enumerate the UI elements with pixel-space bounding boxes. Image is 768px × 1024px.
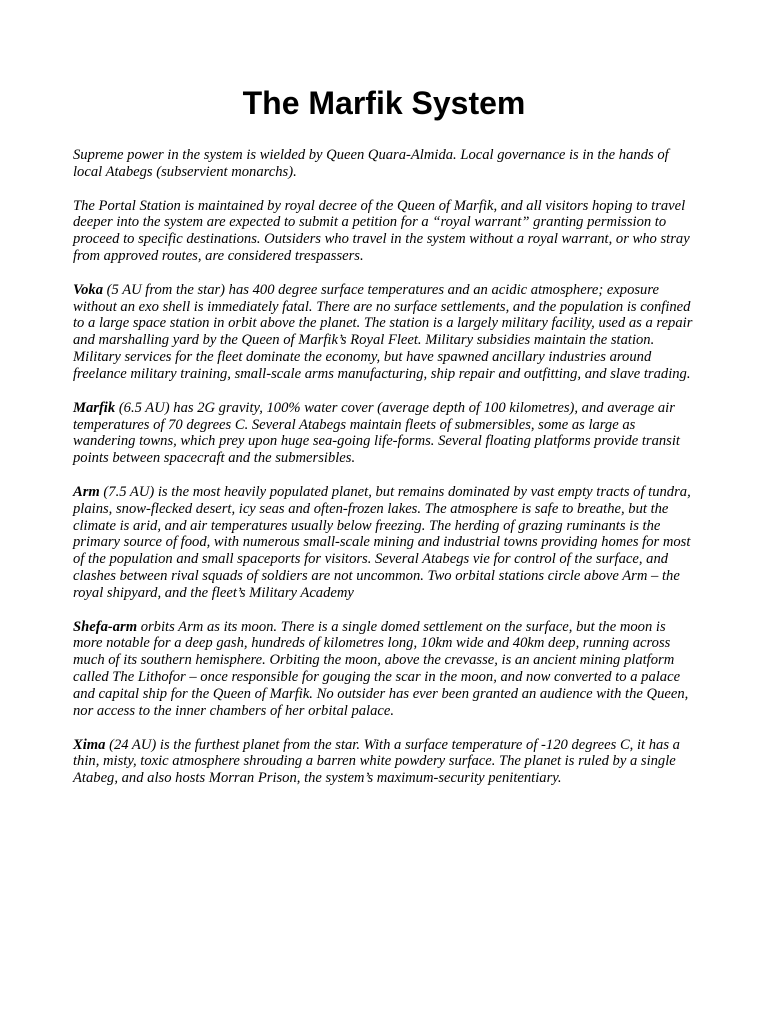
planet-description-xima: (24 AU) is the furthest planet from the star. With a surface temperature of -120 degrees C, it has a thin, misty, toxic atmosphere shrouding a barren white powdery surface. The planet is ruled by a single Atabeg, and also hosts Morran Prison, the system’s maximum-security penitentiary.: [73, 736, 680, 787]
planet-description-marfik: (6.5 AU) has 2G gravity, 100% water cover (average depth of 100 kilometres), and average air temperatures of 70 degrees C. Several Atabegs maintain fleets of submersibles, some as large as wandering towns, which prey upon huge sea-going life-forms. Several floating platforms provide transit points between spacecraft and the submersibles.: [73, 399, 680, 467]
paragraph-voka: [73, 282, 697, 383]
paragraph-shefa-arm: [73, 619, 697, 720]
document-body: [73, 147, 697, 787]
planet-name-xima: Xima: [73, 736, 106, 753]
planet-name-voka: Voka: [73, 281, 104, 298]
page-title: The Marfik System: [242, 85, 526, 121]
planet-description-voka: (5 AU from the star) has 400 degree surface temperatures and an acidic atmosphere; exposure without an exo shell is immediately fatal. There are no surface settlements, and the population is confined to a large space station in orbit above the planet. The station is a largely military facility, used as a repair and marshalling yard by the Queen of Marfik’s Royal Fleet. Military subsidies maintain the station. Military services for the fleet dominate the economy, but have spawned ancillary industries around freelance military training, small-scale arms manufacturing, ship repair and outfitting, and slave trading.: [73, 281, 693, 382]
planet-name-marfik: Marfik: [73, 399, 116, 416]
planet-description-arm: (7.5 AU) is the most heavily populated planet, but remains dominated by vast empty tracts of tundra, plains, snow-flecked desert, icy seas and often-frozen lakes. The atmosphere is safe to breathe, but the climate is arid, and air temperatures usually below freezing. The herding of grazing ruminants is the primary source of food, with numerous small-scale mining and industrial towns providing homes for most of the population and small spaceports for visitors. Several Atabegs vie for control of the surface, and clashes between rival squads of soldiers are not uncommon. Two orbital stations circle above Arm – the royal shipyard, and the fleet’s Military Academy: [73, 483, 691, 601]
planet-name-arm: Arm: [73, 483, 100, 500]
planet-name-shefa-arm: Shefa-arm: [73, 618, 138, 635]
paragraph-xima: [73, 737, 697, 788]
paragraph-arm: [73, 484, 697, 602]
paragraph-governance: Supreme power in the system is wielded by Queen Quara-Almida. Local governance is in the hands of local Atabegs (subservient monarchs).: [73, 147, 669, 180]
planet-description-shefa-arm: orbits Arm as its moon. There is a single domed settlement on the surface, but the moon is more notable for a deep gash, hundreds of kilometres long, 10km wide and 40km deep, running across much of its southern hemisphere. Orbiting the moon, above the crevasse, is an ancient mining platform called The Lithofor – once responsible for gouging the scar in the moon, and now converted to a palace and capital ship for the Queen of Marfik. No outsider has ever been granted an audience with the Queen, nor access to the inner chambers of her orbital palace.: [73, 618, 689, 719]
paragraph-portal-station: The Portal Station is maintained by royal decree of the Queen of Marfik, and all visitors hoping to travel deeper into the system are expected to submit a petition for a “royal warrant” granting permission to proceed to specific destinations. Outsiders who travel in the system without a royal warrant, or who stray from approved routes, are considered trespassers.: [73, 197, 690, 265]
paragraph-marfik: [73, 400, 697, 467]
